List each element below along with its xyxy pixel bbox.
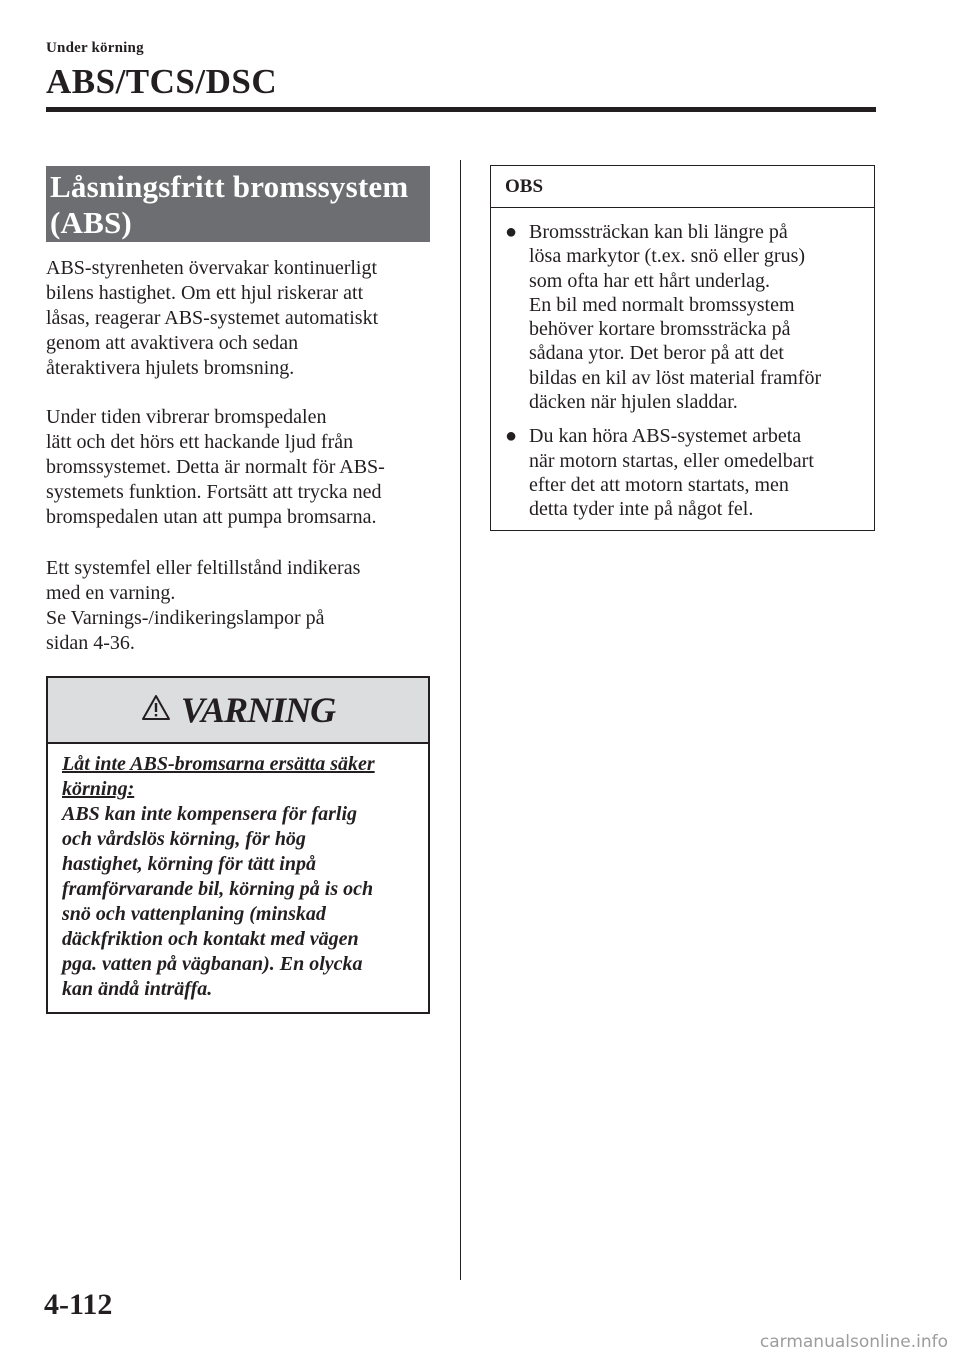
body-paragraph-1: ABS-styrenheten övervakar kontinuerligt bilens hastighet. Om ett hjul riskerar att låsas, reagerar ABS-systemet automatiskt genom att avaktivera och sedan återaktivera hjulets bromsning. — [46, 257, 379, 379]
note-item-text: Bromssträckan kan bli längre på lösa markytor (t.ex. snö eller grus) som ofta har ett hårt underlag. En bil med normalt bromssystem behöver kortare bromssträcka på sådana ytor. Det beror på att det bildas en kil av löst material framför däcken när hjulen sladdar. — [529, 221, 822, 414]
body-paragraph-3: Ett systemfel eller feltillstånd indikeras med en varning. Se Varnings-/indikeringslampor på sidan 4-36. — [46, 557, 361, 654]
body-paragraph-2: Under tiden vibrerar bromspedalen lätt och det hörs ett hackande ljud från bromssystemet. Detta är normalt för ABS- systemets funktion. Fortsätt att trycka ned bromspedalen utan att pumpa bromsarna. — [46, 406, 385, 528]
note-item-text: Du kan höra ABS-systemet arbeta när motorn startas, eller omedelbart efter det att motorn startats, men detta tyder inte på något fel. — [529, 425, 814, 521]
watermark: carmanualsonline.info — [759, 1332, 948, 1352]
note-item — [505, 220, 860, 414]
bullet-icon: ● — [505, 221, 518, 243]
section-label: Under körning — [46, 40, 144, 56]
note-title: OBS — [491, 166, 874, 208]
warning-body — [48, 744, 428, 1002]
warning-subheading: Låt inte ABS-bromsarna ersätta säker körning: — [62, 753, 375, 800]
header-rule — [46, 107, 876, 112]
note-list — [491, 208, 874, 522]
warning-box — [46, 676, 430, 1014]
column-divider — [460, 160, 461, 1280]
note-item — [505, 424, 860, 521]
note-box — [490, 165, 875, 531]
page-number: 4-112 — [44, 1288, 113, 1321]
warning-triangle-icon — [141, 694, 171, 726]
page-heading: Låsningsfritt bromssystem (ABS) — [46, 166, 430, 242]
warning-header — [48, 678, 428, 744]
warning-text: ABS kan inte kompensera för farlig och vårdslös körning, för hög hastighet, körning för tätt inpå framförvarande bil, körning på is och snö och vattenplaning (minskad däckfriktion och kontakt med vägen pga. vatten på vägbanan). En olycka kan ändå inträffa. — [62, 803, 374, 1000]
bullet-icon: ● — [505, 425, 518, 448]
warning-title: VARNING — [180, 690, 336, 730]
section-title: ABS/TCS/DSC — [46, 62, 278, 101]
